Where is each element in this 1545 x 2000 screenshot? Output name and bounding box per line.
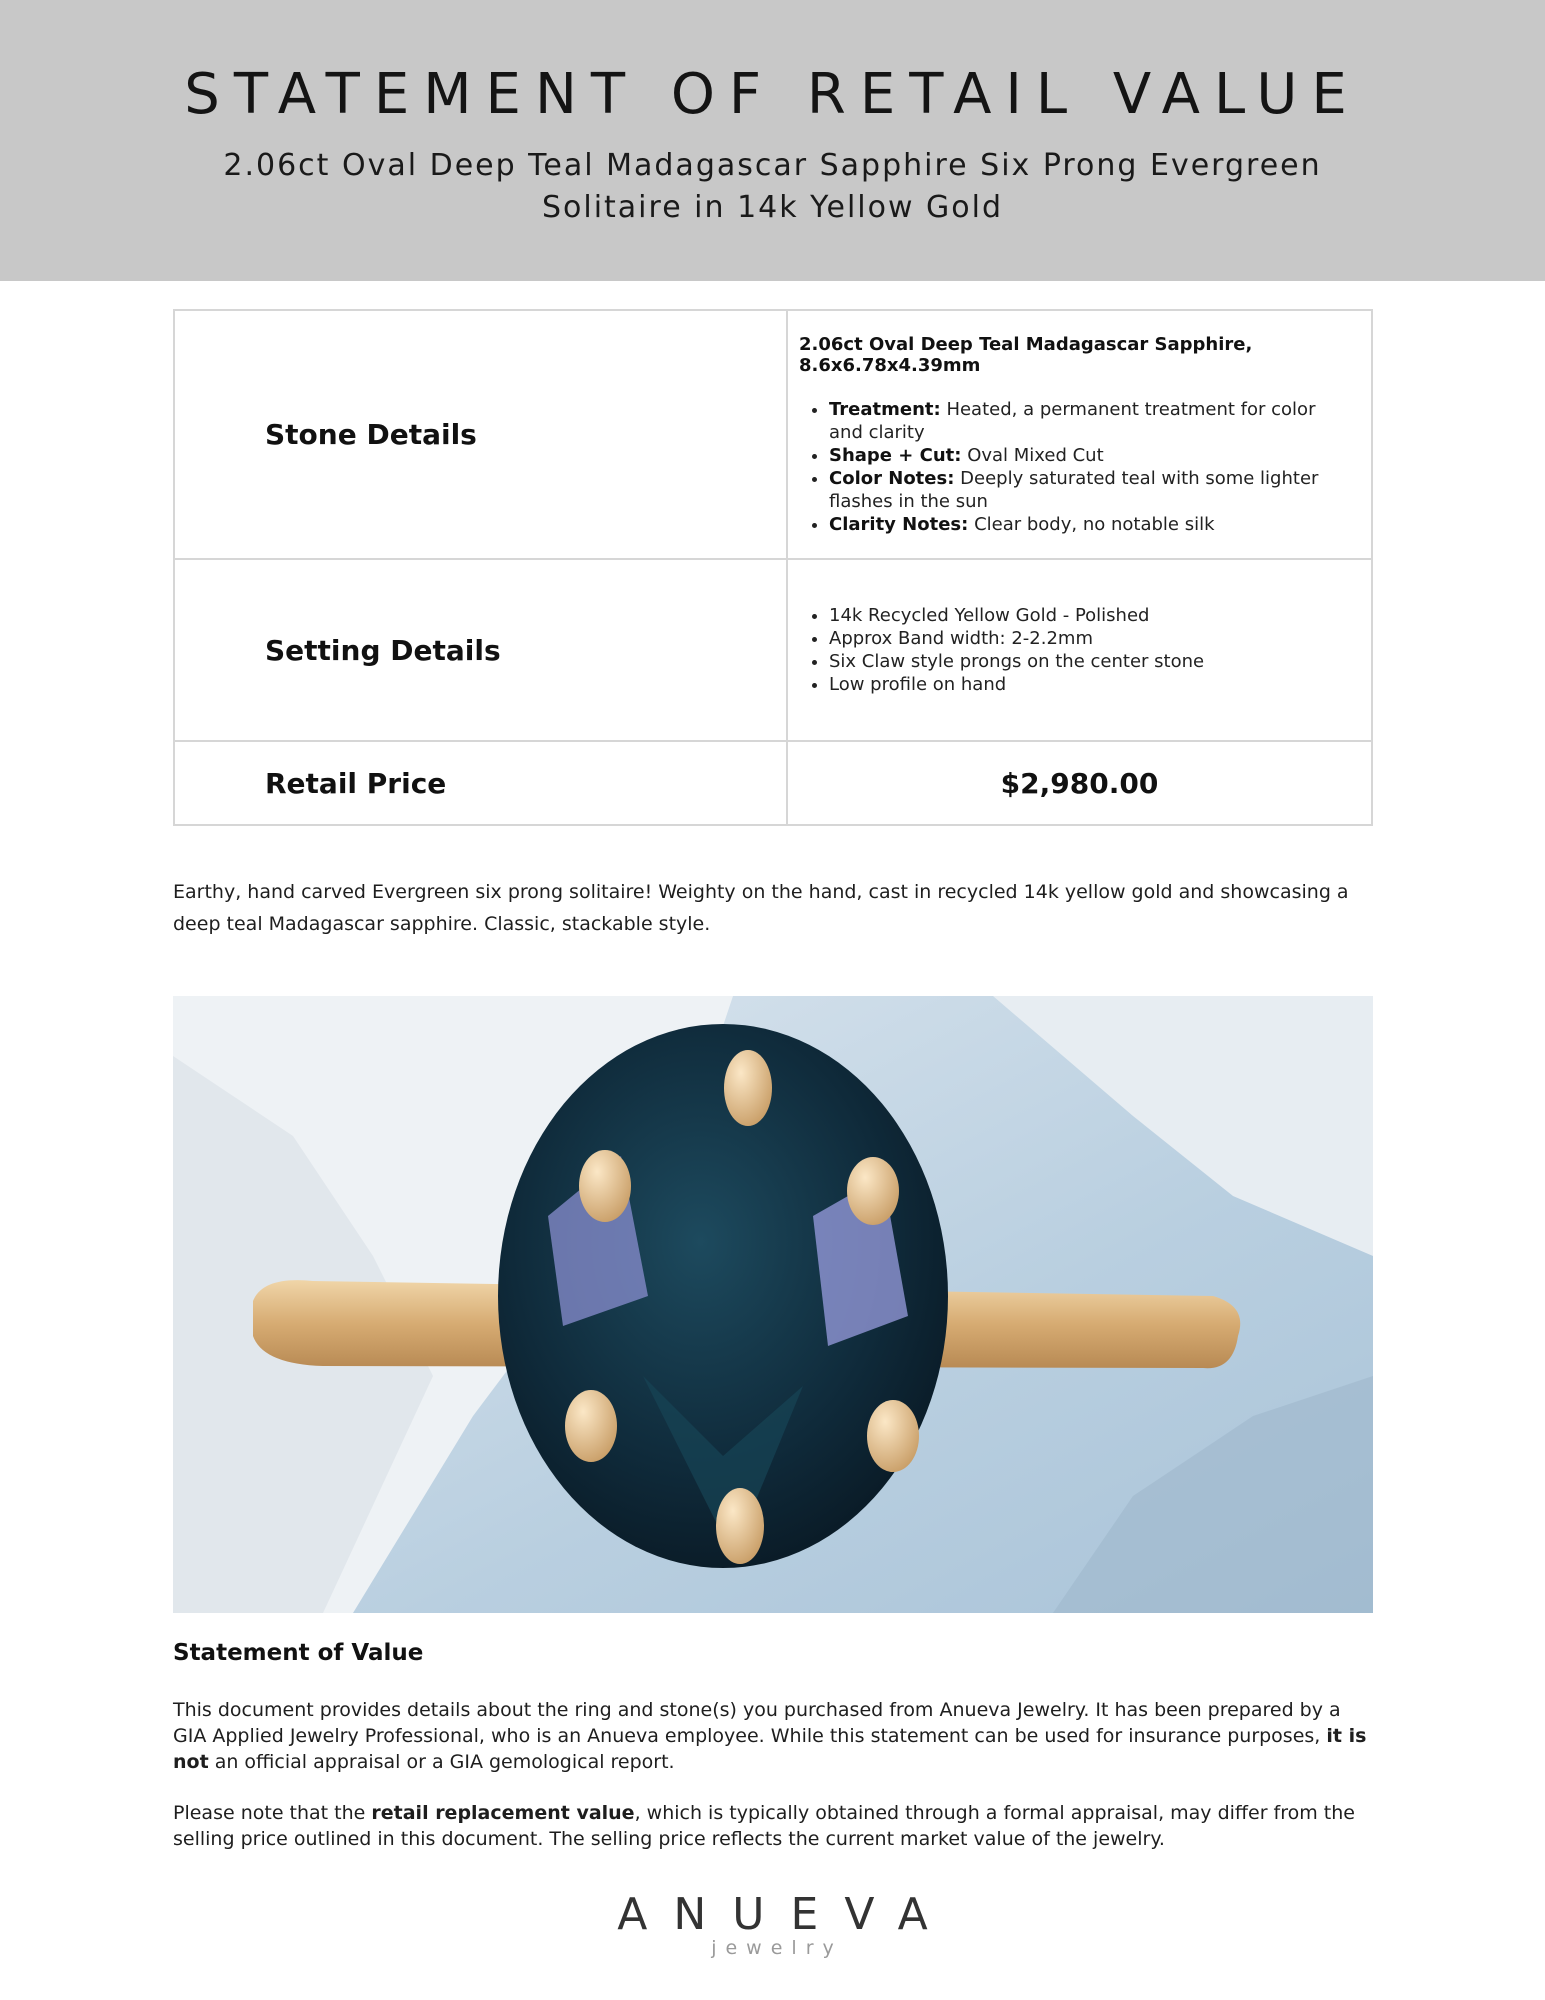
statement-emphasis: retail replacement value xyxy=(371,1802,635,1824)
details-table xyxy=(173,309,1373,826)
list-item: • Six Claw style prongs on the center stone xyxy=(829,650,1353,673)
statement-text: , which is typically obtained through a formal appraisal, may differ from the selling price outlined in this document. The selling price reflects the current market value of the jewelry. xyxy=(173,1802,1355,1850)
ring-photo-illustration xyxy=(173,996,1373,1613)
statement-heading: Statement of Value xyxy=(173,1640,424,1666)
list-item: • Low profile on hand xyxy=(829,673,1353,696)
stone-heading: 2.06ct Oval Deep Teal Madagascar Sapphire, 8.6x6.78x4.39mm xyxy=(799,333,1253,376)
statement-paragraph-1 xyxy=(173,1697,1373,1775)
anueva-logo xyxy=(560,1889,985,1959)
header-banner xyxy=(0,0,1545,281)
intro-description: Earthy, hand carved Evergreen six prong solitaire! Weighty on the hand, cast in recycled 14k yellow gold and showcasing a deep teal Madagascar sapphire. Classic, stackable style. xyxy=(173,881,1349,935)
statement-paragraph-2 xyxy=(173,1800,1373,1852)
stone-details-label: Stone Details xyxy=(174,310,787,559)
prong-bottom xyxy=(716,1488,764,1564)
statement-text: This document provides details about the ring and stone(s) you purchased from Anueva Jewelry. It has been prepared by a GIA Applied Jewelry Professional, who is an Anueva employee. While this statement can be used for insurance purposes, xyxy=(173,1699,1341,1747)
setting-details-list xyxy=(799,604,1353,696)
retail-price-value: $2,980.00 xyxy=(787,741,1372,825)
document-title: STATEMENT OF RETAIL VALUE xyxy=(184,62,1361,127)
stone-details-row xyxy=(174,310,1372,559)
logo-wordmark: ANUEVA xyxy=(617,1889,954,1940)
bullet-key: Clarity Notes: xyxy=(829,513,969,535)
setting-details-value xyxy=(787,559,1372,741)
document-subtitle: 2.06ct Oval Deep Teal Madagascar Sapphire Six Prong Evergreen Solitaire in 14k Yellow Gold xyxy=(223,148,1322,225)
statement-emphasis: it is not xyxy=(173,1725,1367,1773)
retail-price-row xyxy=(174,741,1372,825)
ring-photo xyxy=(173,996,1373,1613)
stone-details-list xyxy=(799,398,1353,536)
logo-subtitle: jewelry xyxy=(711,1937,843,1959)
list-item xyxy=(829,398,1353,444)
bullet-value: Deeply saturated teal with some lighter flashes in the sun xyxy=(829,467,1319,512)
list-item xyxy=(829,444,1353,467)
statement-text: Please note that the xyxy=(173,1802,372,1824)
bullet-value: Oval Mixed Cut xyxy=(961,444,1104,466)
list-item xyxy=(829,513,1353,536)
statement-text: an official appraisal or a GIA gemological report. xyxy=(208,1751,675,1773)
bullet-value: Clear body, no notable silk xyxy=(968,513,1215,535)
prong-upper-left xyxy=(579,1150,631,1222)
list-item: • Approx Band width: 2-2.2mm xyxy=(829,627,1353,650)
list-item xyxy=(829,467,1353,513)
list-item: • 14k Recycled Yellow Gold - Polished xyxy=(829,604,1353,627)
bullet-value: Heated, a permanent treatment for color and clarity xyxy=(829,398,1316,443)
prong-upper-right xyxy=(847,1157,899,1225)
stone-details-value xyxy=(787,310,1372,559)
prong-lower-right xyxy=(867,1400,919,1472)
setting-details-label: Setting Details xyxy=(174,559,787,741)
bullet-key: Shape + Cut: xyxy=(829,444,962,466)
bullet-key: Treatment: xyxy=(829,398,941,420)
prong-lower-left xyxy=(565,1390,617,1462)
setting-details-row xyxy=(174,559,1372,741)
bullet-key: Color Notes: xyxy=(829,467,955,489)
retail-price-label: Retail Price xyxy=(174,741,787,825)
prong-top xyxy=(724,1050,772,1126)
